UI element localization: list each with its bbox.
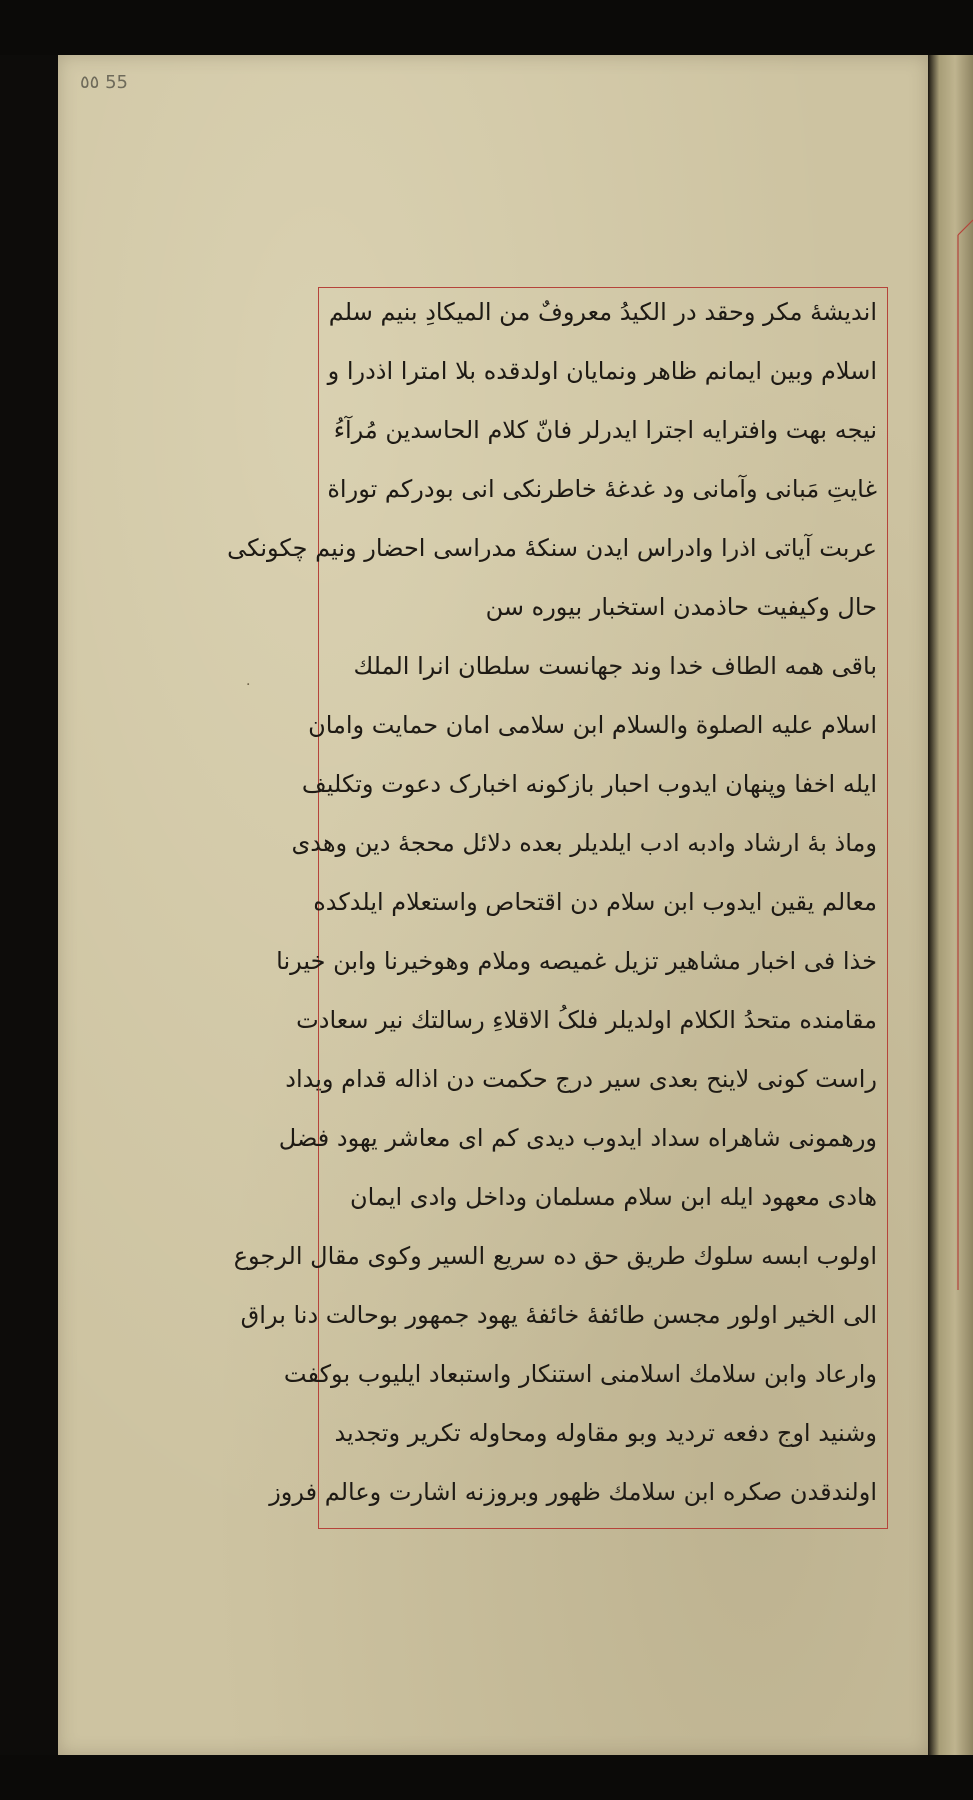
text-line: وشنید اوج دفعه تردید وبو مقاوله ومحاوله تکریر وتجدید bbox=[334, 1419, 877, 1447]
text-line: مقامنده متحدُ الکلام اولدیلر فلکُ الاقلاءِ رسالتك نیر سعادت bbox=[296, 1006, 877, 1034]
text-line: هادی معهود ایله ابن سلام مسلمان وداخل وادی ایمان bbox=[350, 1183, 877, 1211]
margin-mark: · bbox=[246, 677, 251, 693]
text-line: وارعاد وابن سلامك اسلامنی استنکار واستبعاد ایلیوب بوکفت bbox=[283, 1360, 877, 1388]
text-line: اولوب ابسه سلوك طریق حق ده سریع السیر وکوی مقال الرجوع bbox=[233, 1242, 877, 1270]
top-background bbox=[0, 0, 973, 55]
adjacent-page-edge bbox=[928, 20, 973, 1780]
text-line: ایله اخفا وپنهان ایدوب احبار بازکونه اخبارک دعوت وتکلیف bbox=[301, 770, 877, 798]
text-line: راست کونی لاینح بعدی سیر درج حکمت دن اذاله قدام ویداد bbox=[285, 1065, 877, 1093]
text-line: غایتِ مَبانی وآمانی ود غدغهٔ خاطرنکی انی بودرکم توراة bbox=[327, 475, 877, 503]
text-line: باقی همه الطاف خدا وند جهانست سلطان انرا الملك bbox=[353, 652, 877, 680]
text-line: اولندقدن صکره ابن سلامك ظهور وبروزنه اشارت وعالم فروز bbox=[269, 1478, 877, 1506]
text-line: اسلام علیه الصلوة والسلام ابن سلامی امان حمایت وامان bbox=[308, 711, 877, 739]
folio-number: ٥٥ 55 bbox=[80, 72, 128, 93]
text-line: نیجه بهت وافترایه اجترا ایدرلر فانّ کلام الحاسدین مُرآءُ bbox=[333, 416, 877, 444]
bottom-background bbox=[0, 1755, 973, 1800]
text-line: حال وکیفیت حاذمدن استخبار بیوره سن bbox=[485, 593, 877, 621]
text-line: معالم یقین ایدوب ابن سلام دن اقتحاص واستعلام ایلدکده bbox=[313, 888, 877, 916]
text-line: ورهمونی شاهراه سداد ایدوب دیدی کم ای معاشر یهود فضل bbox=[278, 1124, 877, 1152]
text-line: الی الخیر اولور مجسن طائفهٔ خائفهٔ یهود جمهور بوحالت دنا براق bbox=[240, 1301, 877, 1329]
text-line: اندیشهٔ مکر وحقد در الکیدُ معروفٌ من المیکادِ بنیم سلم bbox=[328, 298, 877, 326]
text-frame bbox=[227, 287, 888, 1529]
text-line: اسلام وبین ایمانم ظاهر ونمایان اولدقده بلا امترا اذدرا و bbox=[327, 357, 877, 385]
text-line: عربت آیاتی اذرا وادراس ایدن سنکهٔ مدراسی احضار ونیم چکونکی bbox=[227, 534, 877, 562]
text-line: خذا فی اخبار مشاهیر تزیل غمیصه وملام وهوخیرنا وابن خیرنا bbox=[276, 947, 877, 975]
left-background bbox=[0, 0, 60, 1800]
adjacent-page-fragment bbox=[928, 20, 973, 1780]
text-line: وماذ بهٔ ارشاد وادبه ادب ایلدیلر بعده دلائل محجهٔ دین وهدی bbox=[291, 829, 877, 857]
